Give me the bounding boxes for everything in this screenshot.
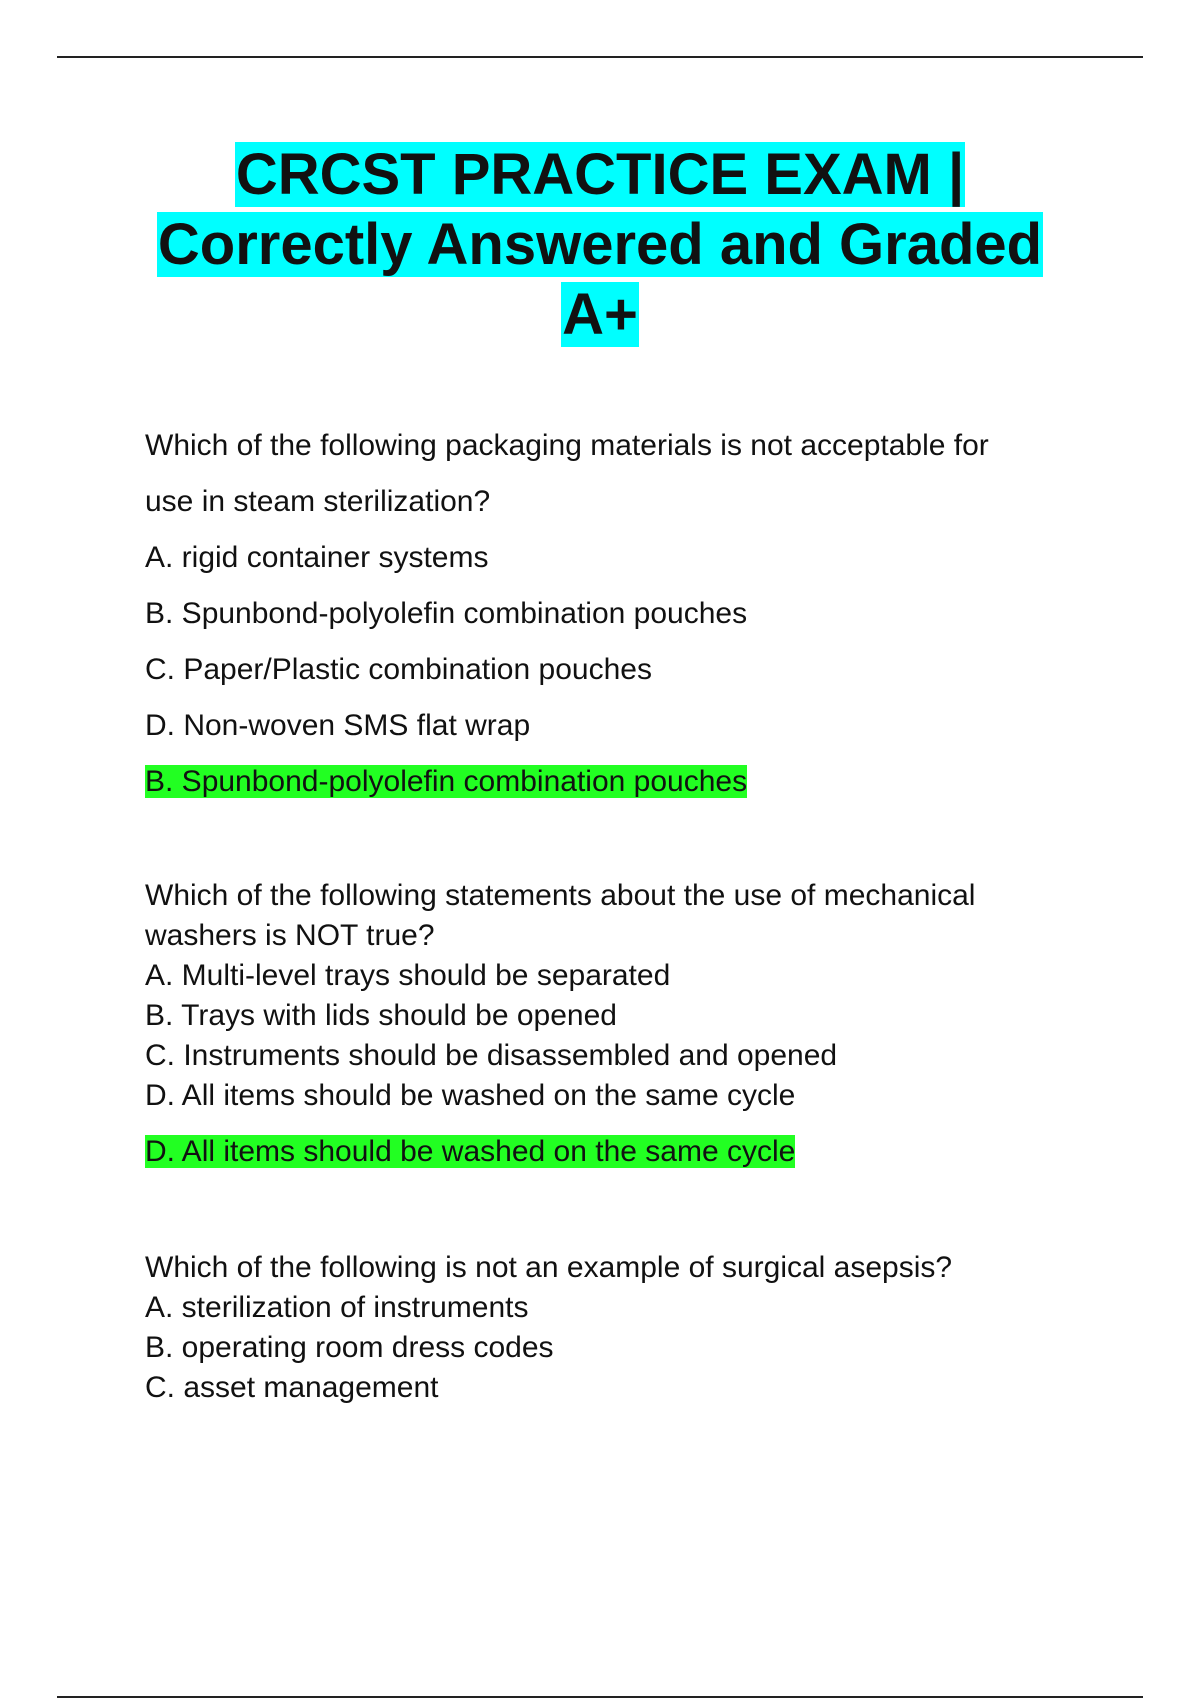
question-2-answer: D. All items should be washed on the same cycle	[145, 1135, 796, 1168]
title-line-2: Correctly Answered and Graded	[157, 212, 1043, 277]
question-2-option-c: C. Instruments should be disassembled and opened	[145, 1039, 838, 1072]
question-3	[145, 1248, 1075, 1408]
question-1-stem-line-2: use in steam sterilization?	[145, 485, 491, 518]
question-1-option-d: D. Non-woven SMS flat wrap	[145, 709, 531, 742]
question-1	[145, 418, 1075, 810]
question-1-option-a: A. rigid container systems	[145, 541, 489, 574]
question-1-answer-line	[145, 754, 1075, 810]
title-line-3: A+	[562, 282, 638, 347]
question-3-option-a: A. sterilization of instruments	[145, 1291, 529, 1324]
question-2	[145, 876, 1075, 1172]
document-title	[60, 140, 1140, 350]
question-1-option-b: B. Spunbond-polyolefin combination pouches	[145, 597, 748, 630]
header-rule	[57, 56, 1143, 58]
question-1-option-c: C. Paper/Plastic combination pouches	[145, 653, 652, 686]
title-line-1: CRCST PRACTICE EXAM |	[235, 142, 965, 207]
question-3-option-c: C. asset management	[145, 1371, 439, 1404]
question-2-option-b: B. Trays with lids should be opened	[145, 999, 617, 1032]
question-3-option-b: B. operating room dress codes	[145, 1331, 554, 1364]
question-2-stem-line-2: washers is NOT true?	[145, 919, 435, 952]
question-1-stem-line-1: Which of the following packaging materials is not acceptable for	[145, 429, 989, 462]
question-2-option-d: D. All items should be washed on the same cycle	[145, 1079, 796, 1112]
question-1-answer: B. Spunbond-polyolefin combination pouches	[145, 765, 748, 798]
question-2-answer-line	[145, 1132, 1075, 1172]
question-2-stem-line-1: Which of the following statements about the use of mechanical	[145, 879, 976, 912]
question-3-stem-line-1: Which of the following is not an example of surgical asepsis?	[145, 1251, 953, 1284]
footer-rule	[57, 1696, 1143, 1698]
question-2-option-a: A. Multi-level trays should be separated	[145, 959, 671, 992]
